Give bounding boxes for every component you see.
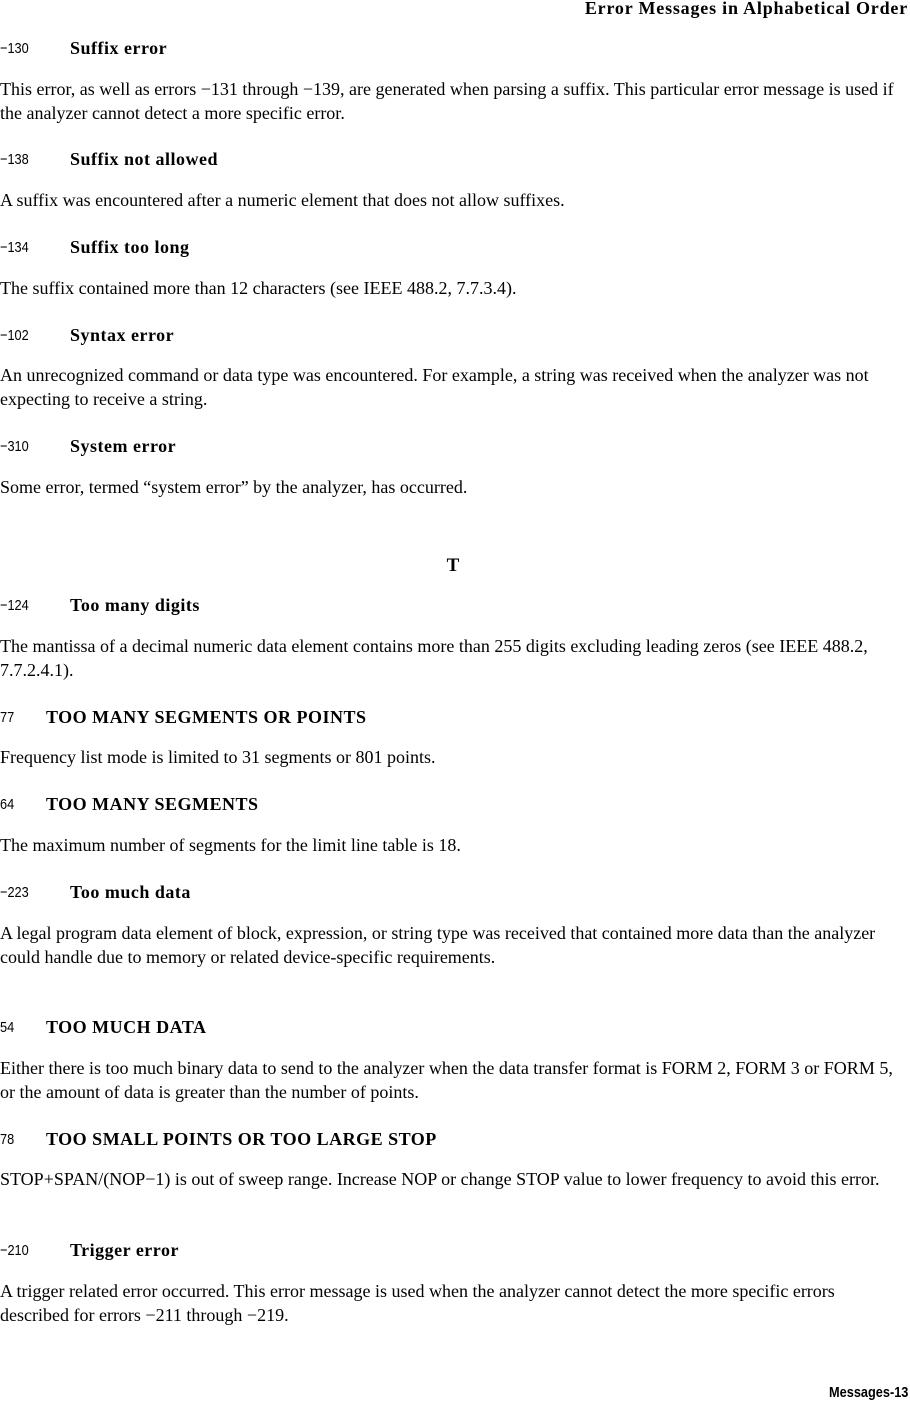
error-title: TOO MANY SEGMENTS (46, 793, 259, 814)
error-title: Trigger error (70, 1239, 179, 1260)
error-title: Too many digits (70, 594, 200, 615)
error-code: −310 (0, 437, 29, 455)
error-entry-heading (0, 37, 167, 59)
error-code: −210 (0, 1241, 29, 1259)
error-code: −124 (0, 596, 29, 614)
error-description: The mantissa of a decimal numeric data element contains more than 255 digits excluding leading zeros (see IEEE 488.2, 7.7.2.4.1). (0, 636, 868, 680)
error-entry-heading (0, 1016, 207, 1038)
error-entry-heading (0, 1128, 437, 1150)
error-description: A trigger related error occurred. This error message is used when the analyzer cannot detect the more specific errors described for errors −211 through −219. (0, 1281, 835, 1325)
error-title: Suffix error (70, 37, 168, 58)
error-code: −138 (0, 150, 29, 168)
error-code: 54 (0, 1018, 15, 1036)
page-footer: Messages-13 (828, 1384, 908, 1401)
error-entry-heading (0, 706, 367, 728)
page-header: Error Messages in Alphabetical Order (584, 0, 908, 18)
error-entry-heading (0, 881, 191, 903)
error-code: −102 (0, 326, 29, 344)
error-title: Too much data (70, 881, 191, 902)
error-entry-heading (0, 435, 176, 457)
error-code: 77 (0, 708, 15, 726)
error-description: Frequency list mode is limited to 31 segments or 801 points. (0, 747, 436, 767)
error-title: TOO MANY SEGMENTS OR POINTS (46, 706, 367, 727)
error-code: −130 (0, 39, 29, 57)
error-title: TOO SMALL POINTS OR TOO LARGE STOP (46, 1128, 437, 1149)
error-code: −223 (0, 883, 29, 901)
error-description: STOP+SPAN/(NOP−1) is out of sweep range. Increase NOP or change STOP value to lower frequency to avoid this error. (0, 1169, 880, 1189)
error-entry-heading (0, 236, 190, 258)
error-description: A legal program data element of block, expression, or string type was received that contained more data than the analyzer could handle due to memory or related device-specific requirements. (0, 923, 876, 967)
section-letter: T (446, 555, 460, 576)
error-description: A suffix was encountered after a numeric element that does not allow suffixes. (0, 190, 565, 210)
error-title: TOO MUCH DATA (46, 1016, 207, 1037)
error-entry-heading (0, 324, 174, 346)
error-description: An unrecognized command or data type was encountered. For example, a string was received when the analyzer was not expecting to receive a string. (0, 365, 869, 409)
error-entry-heading (0, 1239, 179, 1261)
error-entry-heading (0, 148, 218, 170)
error-code: −134 (0, 238, 29, 256)
error-code: 78 (0, 1130, 15, 1148)
error-title: Syntax error (70, 324, 175, 345)
error-description: Either there is too much binary data to send to the analyzer when the data transfer format is FORM 2, FORM 3 or FORM 5, or the amount of data is greater than the number of points. (0, 1058, 893, 1102)
error-title: Suffix not allowed (70, 148, 219, 169)
error-title: Suffix too long (70, 236, 190, 257)
error-description: This error, as well as errors −131 through −139, are generated when parsing a suffix. This particular error message is used if the analyzer cannot detect a more specific error. (0, 79, 894, 123)
error-entry-heading (0, 793, 259, 815)
error-title: System error (70, 435, 177, 456)
error-description: Some error, termed “system error” by the analyzer, has occurred. (0, 477, 468, 497)
error-entry-heading (0, 594, 200, 616)
error-description: The suffix contained more than 12 characters (see IEEE 488.2, 7.7.3.4). (0, 278, 517, 298)
error-code: 64 (0, 795, 15, 813)
error-description: The maximum number of segments for the limit line table is 18. (0, 835, 461, 855)
